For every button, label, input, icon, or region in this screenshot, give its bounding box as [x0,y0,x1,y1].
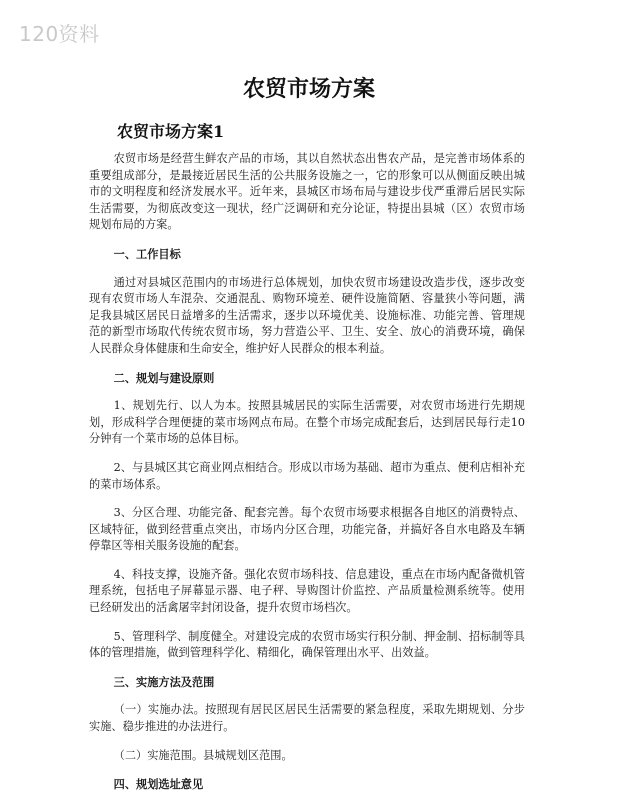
principle-item-1: 1、规划先行、以人为本。按照县城居民的实际生活需要，对农贸市场进行先期规划，形成科学合理便捷的菜市场网点布局。在整个市场完成配套后，达到居民每行走10分钟有一个菜市场的总体目标。 [89,399,525,446]
principle-item-4: 4、科技支撑，设施齐备。强化农贸市场科技、信息建设，重点在市场内配备微机管理系统，包括电子屏幕显示器、电子秤、导购图计价监控、产品质量检测系统等。使用已经研发出的活禽屠宰封闭设备，提升农贸市场档次。 [89,567,525,615]
watermark: 120资料 [19,22,100,46]
document-body [89,151,525,805]
principle-item-2: 2、与县城区其它商业网点相结合。形成以市场为基础、超市为重点、便利店相补充的菜市场体系。 [89,460,525,491]
intro-paragraph: 农贸市场是经营生鲜农产品的市场，其以自然状态出售农产品，是完善市场体系的重要组成部分，是最接近居民生活的公共服务设施之一，它的形象可以从侧面反映出城市的文明程度和经济发展水平。近年来，县城区市场布局与建设步伐严重滞后居民实际生活需要，为彻底改变这一现状，经广泛调研和充分论证，特提出县城（区）农贸市场规划布局的方案。 [89,152,525,232]
implementation-method: （一）实施办法。按照现有居民区居民生活需要的紧急程度，采取先期规划、分步实施、稳步推进的办法进行。 [89,703,525,734]
implementation-scope: （二）实施范围。县城规划区范围。 [113,748,293,762]
heading-site-selection: 四、规划选址意见 [113,777,204,792]
document-title: 农贸市场方案 [242,76,375,102]
section-title: 农贸市场方案1 [117,122,225,141]
heading-principles: 二、规划与建设原则 [113,370,215,385]
principle-item-3: 3、分区合理、功能完备、配套完善。每个农贸市场要求根据各自地区的消费特点、区域特征，做到经营重点突出，市场内分区合理，功能完备，并搞好各自水电路及车辆停靠区等相关服务设施的配套。 [89,506,525,553]
principle-item-5: 5、管理科学、制度健全。对建设完成的农贸市场实行积分制、押金制、招标制等具体的管理措施，做到管理科学化、精细化，确保管理出水平、出效益。 [89,629,525,660]
work-goals-paragraph: 通过对县城区范围内的市场进行总体规划，加快农贸市场建设改造步伐，逐步改变现有农贸市场人车混杂、交通混乱、购物环境差、硬件设施简陋、容量狭小等问题，满足我县城区居民日益增多的生活需求，逐步以环境优美、设施标准、功能完善、管理规范的新型市场取代传统农贸市场，努力营造公平、卫生、安全、放心的消费环境，确保人民群众身体健康和生命安全，维护好人民群众的根本利益。 [89,275,525,355]
heading-work-goals: 一、工作目标 [113,246,181,261]
heading-implementation: 三、实施方法及范围 [113,674,215,689]
